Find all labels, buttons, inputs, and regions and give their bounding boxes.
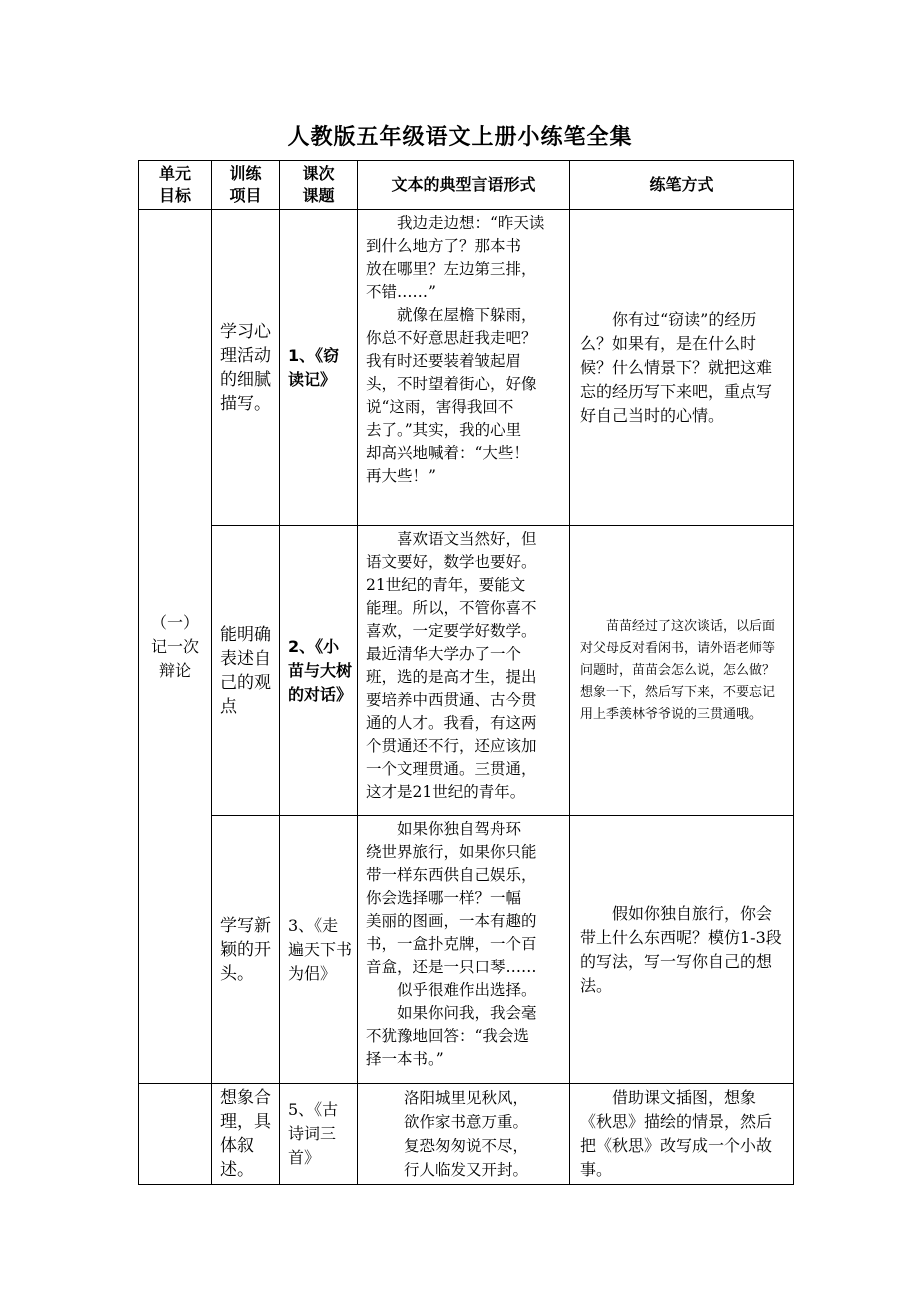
text-line: 绕世界旅行，如果你只能 (366, 843, 537, 861)
text-line: 喜欢语文当然好，但 (397, 530, 537, 548)
text-line: 一个文理贯通。三贯通， (366, 760, 537, 778)
text-cell (358, 526, 570, 816)
text-cell (358, 816, 570, 1084)
text-line: 美丽的图画，一本有趣的 (366, 912, 537, 930)
text-line: 似乎很难作出选择。 (397, 981, 537, 999)
text-line: 到什么地方了？那本书 (366, 237, 522, 255)
text-line: 就像在屋檐下躲雨， (397, 306, 537, 324)
text-line: 如果你独自驾舟环 (397, 820, 522, 838)
text-line: 我边走边想：“昨天读 (397, 214, 545, 232)
training-cell: 想象合理，具体叙述。 (212, 1084, 280, 1185)
text-line: 班，选的是高才生，提出 (366, 668, 537, 686)
lesson-cell (280, 526, 358, 816)
poem-line: 行人临发又开封。 (403, 1161, 528, 1179)
text-line: 却高兴地喊着：“大些！ (366, 444, 529, 462)
writing-exercise-table (138, 160, 794, 1185)
method-cell: 假如你独自旅行，你会带上什么东西呢？模仿1-3段的写法，写一写你自己的想法。 (570, 816, 794, 1084)
training-cell: 能明确表述自己的观点 (212, 526, 280, 816)
header-writing-method: 练笔方式 (570, 161, 794, 210)
unit-goal-text: （一）记一次辩论 (150, 612, 199, 680)
text-line: 能理。所以，不管你喜不 (366, 599, 537, 617)
header-row (139, 161, 794, 210)
method-cell: 苗苗经过了这次谈话，以后面对父母反对看闲书，请外语老师等问题时，苗苗会怎么说，怎么做？想象一下，然后写下来，不要忘记用上季羡林爷爷说的三贯通哦。 (570, 526, 794, 816)
text-line: 语文要好，数学也要好。 (366, 553, 537, 571)
poem-line: 复恐匆匆说不尽， (403, 1137, 528, 1155)
text-line: 个贯通还不行，还应该加 (366, 737, 537, 755)
table-row (139, 210, 794, 526)
table-row (139, 816, 794, 1084)
table-row (139, 526, 794, 816)
page-title: 人教版五年级语文上册小练笔全集 (287, 125, 633, 150)
poem-line: 洛阳城里见秋风， (403, 1089, 528, 1107)
lesson-cell: 3、《走遍天下书为侣》 (280, 816, 358, 1084)
text-line: 去了。”其实，我的心里 (366, 421, 522, 439)
text-line: 21世纪的青年，要能文 (366, 576, 526, 594)
text-line: 择一本书。” (366, 1050, 444, 1068)
table-row (139, 1084, 794, 1185)
training-cell: 学写新颖的开头。 (212, 816, 280, 1084)
text-line: 音盒，还是一只口琴…… (366, 958, 537, 976)
lesson-title: 1、《窃读记》 (288, 345, 340, 389)
text-line: 书，一盒扑克牌，一个百 (366, 935, 537, 953)
text-line: 不错……” (366, 283, 436, 301)
text-line: 你会选择哪一样？一幅 (366, 889, 522, 907)
text-cell (358, 1084, 570, 1185)
text-line: 喜欢，一定要学好数学。 (366, 622, 537, 640)
header-lesson: 课次课题 (280, 161, 358, 210)
unit-goal-cell (139, 210, 212, 1084)
text-cell (358, 210, 570, 526)
text-line: 这才是21世纪的青年。 (366, 783, 526, 801)
text-line: 带一样东西供自己娱乐， (366, 866, 537, 884)
header-typical-form: 文本的典型言语形式 (358, 161, 570, 210)
header-training: 训练项目 (212, 161, 280, 210)
method-cell: 借助课文插图，想象《秋思》描绘的情景，然后把《秋思》改写成一个小故事。 (570, 1084, 794, 1185)
text-line: 说“这雨，害得我回不 (366, 398, 514, 416)
lesson-title: 2、《小苗与大树的对话》 (288, 636, 353, 704)
text-line: 我有时还要装着皱起眉 (366, 352, 522, 370)
unit-goal-cell-empty (139, 1084, 212, 1185)
header-unit-goal: 单元目标 (139, 161, 212, 210)
text-line: 要培养中西贯通、古今贯 (366, 691, 537, 709)
lesson-cell (280, 210, 358, 526)
text-line: 你总不好意思赶我走吧？ (366, 329, 537, 347)
text-line: 头，不时望着街心，好像 (366, 375, 537, 393)
poem-line: 欲作家书意万重。 (403, 1113, 528, 1131)
text-line: 通的人才。我看，有这两 (366, 714, 537, 732)
text-line: 再大些！” (366, 467, 436, 485)
training-cell: 学习心理活动的细腻描写。 (212, 210, 280, 526)
text-line: 放在哪里？左边第三排， (366, 260, 537, 278)
text-line: 不犹豫地回答：“我会选 (366, 1027, 529, 1045)
method-cell: 你有过“窃读”的经历么？如果有，是在什么时候？什么情景下？就把这难忘的经历写下来吧，重点写好自己当时的心情。 (570, 210, 794, 526)
text-line: 如果你问我，我会毫 (397, 1004, 537, 1022)
lesson-cell: 5、《古诗词三首》 (280, 1084, 358, 1185)
text-line: 最近清华大学办了一个 (366, 645, 522, 663)
